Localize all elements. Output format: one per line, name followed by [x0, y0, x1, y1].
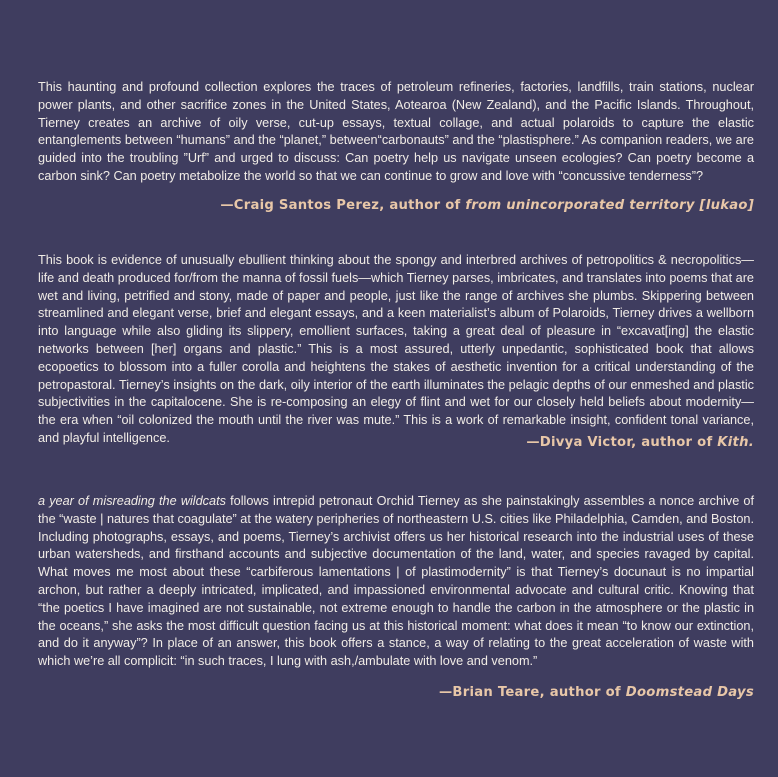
attribution-teare: [439, 685, 754, 700]
attribution-perez-name: —Craig Santos Perez, author of: [220, 198, 466, 213]
attribution-victor-book: Kith.: [717, 435, 754, 450]
blurb-victor-text: This book is evidence of unusually ebullient thinking about the spongy and interbred archives of petropolitics & necropolitics—life and death produced for/from the manna of fossil fuels—which Tierney parses, imbricates, and translates into poems that are wet and living, petrified and stony, made of paper and people, just like the range of archives she plumbs. Skippering between streamlined and elegant verse, brief and elegant essays, and a keen materialist’s album of Polaroids, Tierney drives a wellborn into language while also gliding its slippery, emollient surfaces, taking a great deal of pleasure in “excavat[ing] the elastic networks between [her] organs and plastic.” This is a most assured, utterly unpedantic, sophisticated book that allows ecopoetics to blossom into a fuller corolla and heightens the stakes of aesthetic invention for a critical understanding of the petropastoral. Tierney’s insights on the dark, oily interior of the earth illuminates the pelagic depths of our enmeshed and plastic subjectivities in the capitalocene. She is re-composing an elegy of flint and wet for our closely held beliefs about modernity— the era when “oil colonized the mouth until the river was mute.” This is a work of remarkable insight, confident tonal variance, and playful intelligence.: [38, 253, 754, 445]
attribution-teare-name: —Brian Teare, author of: [438, 685, 626, 700]
blurb-teare: [38, 493, 754, 671]
attribution-teare-book: Doomstead Days: [625, 685, 754, 700]
blurb-teare-book-title: a year of misreading the wildcats: [38, 494, 226, 508]
blurb-teare-text: follows intrepid petronaut Orchid Tierney as she painstakingly assembles a nonce archive of the “waste | natures that coagulate” at the watery peripheries of northeastern U.S. cities like Philadelphia, Camden, and Boston. Including photographs, essays, and poems, Tierney’s archivist offers us her historical research into the industrial uses of these urban watersheds, and firsthand accounts and subjective documentation of the land, water, and species ravaged by capital. What moves me most about these “carbiferous lamentations | of plastimodernity” is that Tierney’s docunaut is no impartial archon, but rather a deeply intricated, implicated, and impassioned environmental advocate and cultural critic. Knowing that “the poetics I have imagined are not sustainable, not extreme enough to handle the carbon in the atmosphere or the plastic in the oceans,” she asks the most difficult question facing us at this historical moment: what does it mean “to know our extinction, and do it anyway”? In place of an answer, this book offers a stance, a way of relating to the great acceleration of waste with which we’re all complicit: “in such traces, I lung with ash,/ambulate with love and venom.”: [38, 494, 754, 669]
attribution-perez-book: from unincorporated territory [lukao]: [465, 198, 754, 213]
attribution-victor-name: —Divya Victor, author of: [526, 435, 718, 450]
attribution-victor: [526, 435, 754, 450]
blurb-victor: [38, 252, 754, 448]
attribution-perez: [220, 198, 754, 213]
blurb-perez-text: This haunting and profound collection explores the traces of petroleum refineries, factories, landfills, train stations, nuclear power plants, and other sacrifice zones in the United States, Aotearoa (New Zealand), and the Pacific Islands. Throughout, Tierney creates an archive of oily verse, cut-up essays, textual collage, and actual polaroids to capture the elastic entanglements between “humans” and the “planet,” between“carbonauts” and the “plastisphere.” As companion readers, we are guided into the troubling ”Urf” and urged to discuss: Can poetry help us navigate unseen ecologies? Can poetry become a carbon sink? Can poetry metabolize the world so that we can continue to grow and love with “concussive tenderness”?: [38, 80, 754, 183]
blurb-perez: [38, 79, 754, 186]
